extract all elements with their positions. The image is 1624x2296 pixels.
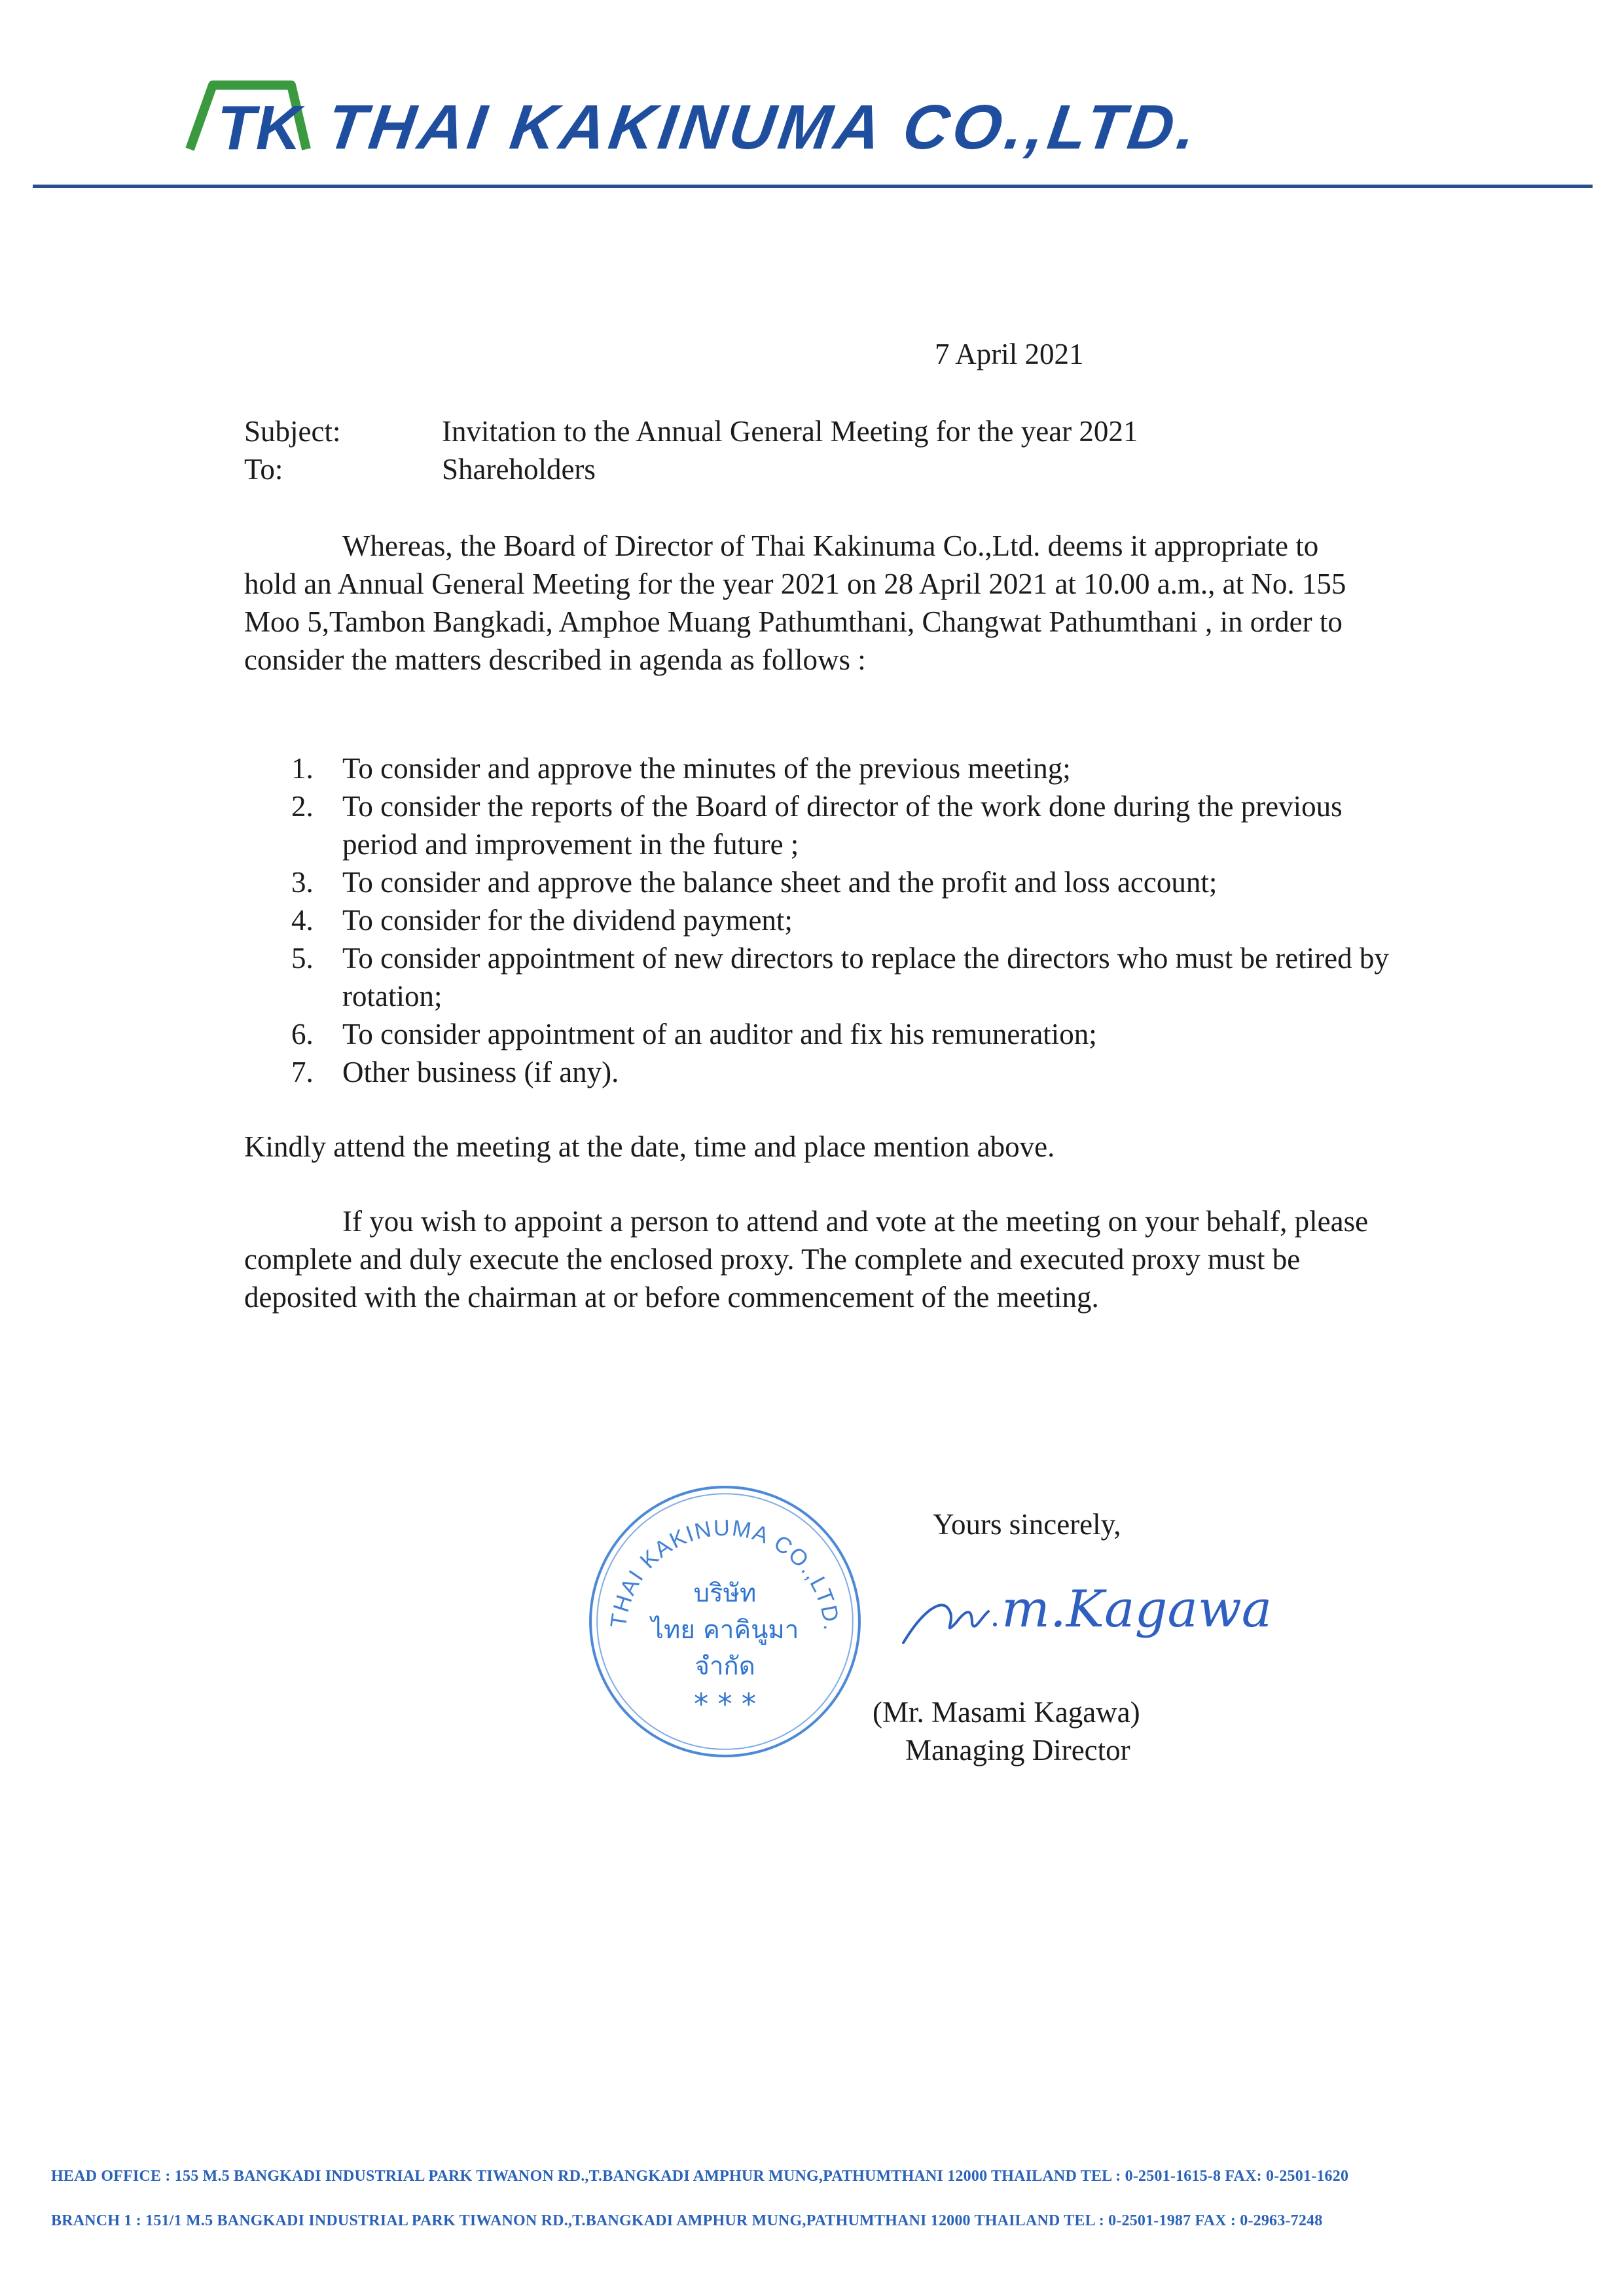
agenda-item-text: To consider the reports of the Board of director of the work done during the previous period and improvement in the future ; (342, 790, 1343, 861)
logo-text: TK (217, 93, 301, 163)
seal-thai-line-2: ไทย คาคินูมา (651, 1615, 799, 1645)
handwritten-signature (897, 1571, 1272, 1662)
agenda-item (244, 787, 1409, 863)
seal-thai-line-1: บริษัท (693, 1579, 757, 1609)
company-seal-stamp (586, 1482, 864, 1761)
agenda-item-number: 3. (291, 866, 314, 899)
agenda-item-number: 2. (291, 790, 314, 823)
agenda-item (244, 749, 1409, 787)
subject-text: Invitation to the Annual General Meeting for the year 2021 (442, 415, 1138, 448)
agenda-item-number: 4. (291, 904, 314, 937)
footer-head-office: HEAD OFFICE : 155 M.5 BANGKADI INDUSTRIAL PARK TIWANON RD.,T.BANGKADI AMPHUR MUNG,PATHUMTHANI 12000 THAILAND TEL : 0-2501-1615-8 FAX: 0-2501-1620 (51, 2168, 1349, 2185)
seal-outer-text: THAI KAKINUMA CO.,LTD. (605, 1515, 844, 1632)
agenda-item-text: To consider for the dividend payment; (342, 904, 793, 937)
seal-stars: * * * (693, 1688, 757, 1722)
header-divider (33, 185, 1593, 188)
company-name: THAI KAKINUMA CO.,LTD. (322, 92, 1204, 162)
seal-thai-line-3: จำกัด (695, 1651, 755, 1681)
agenda-item (244, 1053, 1409, 1091)
intro-paragraph-text: Whereas, the Board of Director of Thai Kakinuma Co.,Ltd. deems it appropriate to hold an Annual General Meeting for the year 2021 on 28 April 2021 at 10.00 a.m., at No. 155 Moo 5,Tambon Bangkadi, Amphoe Muang Pathumthani, Changwat Pathumthani , in order to consider the matters described in agenda as follows : (244, 529, 1346, 676)
signature-text: m.Kagawa (1001, 1580, 1272, 1639)
agenda-list (244, 749, 1409, 1091)
agenda-item-text: To consider and approve the minutes of the previous meeting; (342, 752, 1071, 785)
agenda-item-text: To consider and approve the balance sheet and the profit and loss account; (342, 866, 1218, 899)
agenda-item-number: 1. (291, 752, 314, 785)
agenda-item-text: To consider appointment of an auditor and fix his remuneration; (342, 1018, 1097, 1050)
footer-branch: BRANCH 1 : 151/1 M.5 BANGKADI INDUSTRIAL PARK TIWANON RD.,T.BANGKADI AMPHUR MUNG,PATHUMTHANI 12000 THAILAND TEL : 0-2501-1987 FAX : 0-2963-7248 (51, 2212, 1323, 2229)
closing: Yours sincerely, (933, 1508, 1121, 1541)
to-label: To: (244, 453, 283, 486)
agenda-item-text: To consider appointment of new directors to replace the directors who must be retired by rotation; (342, 942, 1389, 1013)
agenda-item (244, 901, 1409, 939)
agenda-item-number: 7. (291, 1056, 314, 1088)
signatory-name: (Mr. Masami Kagawa) (873, 1696, 1140, 1729)
subject-label: Subject: (244, 415, 341, 448)
proxy-paragraph (244, 1202, 1370, 1316)
proxy-paragraph-text: If you wish to appoint a person to attend and vote at the meeting on your behalf, please complete and duly execute the enclosed proxy. The complete and executed proxy must be deposited with the chairman at or before commencement of the meeting. (244, 1205, 1369, 1314)
agenda-item (244, 939, 1409, 1015)
agenda-item-text: Other business (if any). (342, 1056, 619, 1088)
agenda-item-number: 5. (291, 942, 314, 975)
intro-paragraph (244, 527, 1370, 679)
signatory-title: Managing Director (905, 1734, 1130, 1767)
to-text: Shareholders (442, 453, 596, 486)
agenda-item (244, 1015, 1409, 1053)
attend-note: Kindly attend the meeting at the date, time and place mention above. (244, 1130, 1055, 1163)
company-logo-icon (177, 72, 308, 170)
letter-date: 7 April 2021 (935, 338, 1084, 370)
agenda-item (244, 863, 1409, 901)
agenda-item-number: 6. (291, 1018, 314, 1050)
